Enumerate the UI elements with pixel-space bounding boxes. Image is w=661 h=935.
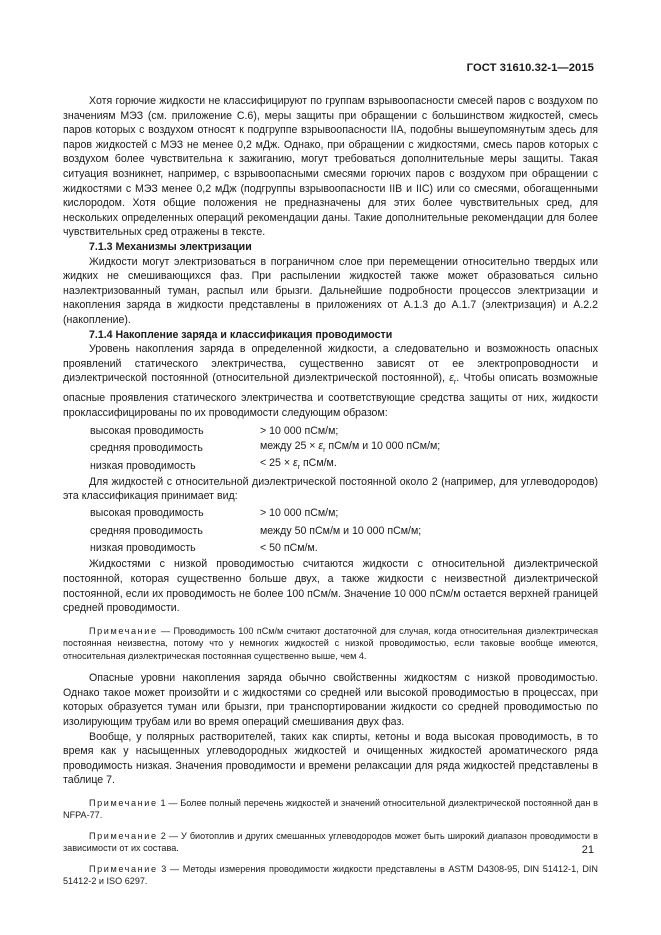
paragraph-text-part: . Чтобы описать возможные опасные проявления статического электричества и соответствующие средства защиты от них, жидкости проклассифицированы по их проводимости следующим образом: [63, 372, 598, 419]
epsilon-symbol: ε [293, 457, 298, 470]
classification-row [63, 540, 598, 558]
epsilon-symbol: ε [318, 439, 324, 452]
note-2 [63, 830, 598, 855]
classification-value [260, 456, 337, 476]
classification-row [63, 522, 598, 540]
classification-label: высокая проводимость [90, 507, 204, 520]
note-3 [63, 863, 598, 888]
value-text: между 25 × [260, 439, 319, 452]
page-number: 21 [581, 844, 594, 856]
classification-label: низкая проводимость [90, 459, 196, 472]
classification-value: > 10 000 пСм/м; [260, 507, 339, 520]
note-conductivity-threshold [63, 625, 598, 663]
paragraph-hazard-levels: Опасные уровни накопления заряда обычно свойственны жидкостям с низкой проводимостью. Однако такое может произойти и с жидкостями со средней или высокой проводимостью в процессах, при которых образуется туман или брызги, при транспортировании жидкости со средней проводимостью по изолирующим трубам или во время операций смешивания двух фаз. [63, 672, 598, 729]
classification-row [63, 505, 598, 523]
paragraph-hydrocarbons-intro: Для жидкостей с относительной диэлектрической постоянной около 2 (например, для углеводородов) эта классификация принимает вид: [63, 475, 598, 503]
classification-row [63, 440, 598, 458]
classification-row [63, 422, 598, 440]
classification-row [63, 457, 598, 475]
value-text: пСм/м. [300, 457, 337, 470]
section-heading-7-1-4: 7.1.4 Накопление заряда и классификация проводимости [89, 328, 393, 341]
value-text: < 25 × [260, 457, 293, 470]
note-text: 1 — Более полный перечень жидкостей и значений относительной диэлектрической постоянной дан в NFPA-77. [63, 797, 598, 821]
classification-label: средняя проводимость [90, 524, 203, 537]
paragraph-low-conductivity: Жидкостями с низкой проводимостью считаются жидкости с относительной диэлектрической постоянной, которая существенно больше двух, а также жидкости с неизвестной диэлектрической постоянной, если их проводимость не более 100 пСм/м. Значение 10 000 пСм/м остается верхней границей средней проводимости. [63, 558, 598, 615]
note-text: — Проводимость 100 пСм/м считают достаточной для случая, когда относительная диэлектрическая постоянная неизвестна, потому что у немногих жидкостей с низкой проводимостью, если таковые вообще имеются, относительная диэлектрическая постоянная существенно выше, чем 4. [63, 625, 598, 661]
value-text: пСм/м и 10 000 пСм/м; [325, 439, 441, 452]
note-label: Примечание [89, 830, 158, 841]
epsilon-symbol: ε [449, 372, 454, 385]
epsilon-subscript: r [297, 464, 300, 472]
note-text: 2 — У биотоплив и других смешанных углеводородов может быть широкий диапазон проводимости в зависимости от их состава. [63, 830, 598, 854]
classification-value: между 50 пСм/м и 10 000 пСм/м; [260, 524, 422, 537]
paragraph-electrification-mechanisms: Жидкости могут электризоваться в пограничном слое при перемещении относительно твердых или жидких не смешивающихся фаз. При распылении жидкостей также может образоваться сильно наэлектризованный туман, распыл или брызги. Дальнейшие подробности процессов электризации и накопления заряда в жидкости представлены в приложениях от А.1.3 до А.1.7 (электризация) и А.2.2 (накопление). [63, 255, 598, 326]
note-1 [63, 797, 598, 822]
note-label: Примечание [89, 625, 158, 636]
epsilon-subscript: r [323, 446, 326, 454]
classification-value: < 50 пСм/м. [260, 542, 318, 555]
epsilon-subscript: r [453, 379, 457, 387]
paragraph-charge-accumulation [63, 342, 598, 420]
paragraph-polar-solvents: Вообще, у полярных растворителей, таких как спирты, кетоны и вода высокая проводимость, в то время как у насыщенных углеводородных жидкостей и очищенных жидкостей ароматического ряда проводимость низкая. Значения проводимости и времени релаксации для ряда жидкостей представлены в таблице 7. [63, 730, 598, 787]
classification-label: высокая проводимость [90, 424, 204, 437]
paragraph-liquids-classification: Хотя горючие жидкости не классифицируют по группам взрывоопасности смесей паров с воздухом по значениям МЭЗ (см. приложение С.6), меры защиты при обращении с большинством жидкостей, смесь паров которых с воздухом относят к подгруппе взрывоопасности IIA, подобны вышеупомянутым здесь для паров жидкостей с МЭЗ не менее 0,2 мДж. Однако, при обращении с жидкостями, смесь паров которых с воздухом более чувствительна к зажиганию, могут требоваться дополнительные меры защиты. Такая ситуация возникнет, например, с взрывоопасными смесями горючих паров с воздухом при обращении с жидкостями с МЭЗ менее 0,2 мДж (подгруппы взрывоопасности IIB и IIC) или со смесями, обогащенными кислородом. Хотя общие положения не предназначены для этих более чувствительных сред, для нескольких определенных операций рекомендации даны. Такие дополнительные рекомендации для более чувствительных сред отражены в тексте. [63, 95, 598, 239]
classification-list-hydrocarbons [63, 505, 598, 558]
classification-label: низкая проводимость [90, 542, 196, 555]
note-label: Примечание [89, 863, 158, 874]
note-text: 3 — Методы измерения проводимости жидкости представлены в ASTM D4308-95, DIN 51412-1, DIN 51412-2 и ISO 6297. [63, 863, 598, 887]
section-heading-7-1-3: 7.1.3 Механизмы электризации [89, 240, 252, 253]
document-body [63, 94, 598, 888]
paragraph-text-part: Уровень накопления заряда в определенной жидкости, а следовательно и возможность опасных проявлений статического электричества, существенно зависят от ее электропроводности и диэлектрической постоянной (относительной диэлектрической постоянной), [63, 343, 598, 385]
classification-value: > 10 000 пСм/м; [260, 424, 339, 437]
classification-label: средняя проводимость [90, 442, 203, 455]
classification-list-general [63, 422, 598, 475]
document-standard-id: ГОСТ 31610.32-1—2015 [466, 62, 594, 74]
note-label: Примечание [89, 797, 158, 808]
